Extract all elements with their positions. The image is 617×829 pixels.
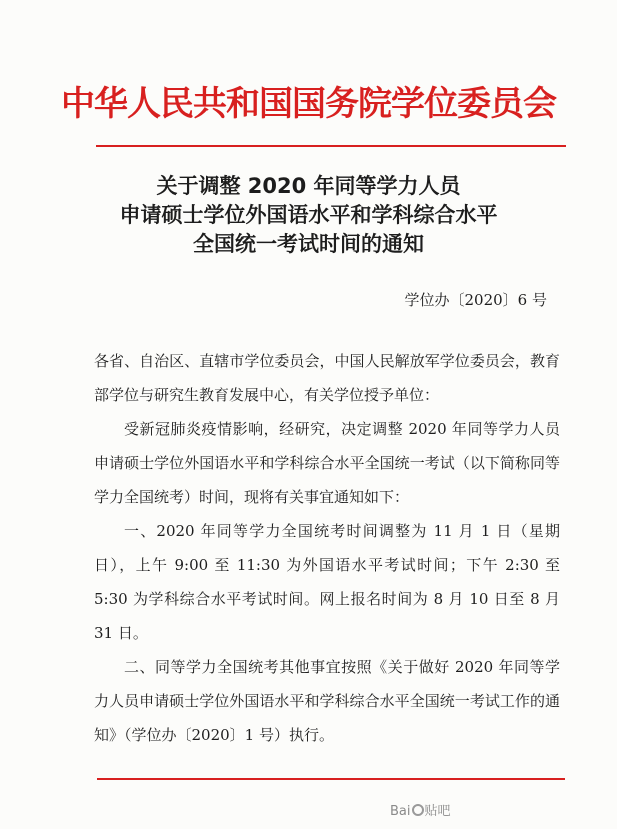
- notice-body: [94, 344, 560, 752]
- baidu-paw-icon: [412, 804, 424, 816]
- document-number: 学位办〔2020〕6 号: [404, 291, 547, 309]
- watermark-brand-right: 贴吧: [424, 804, 451, 819]
- header-red-rule: [96, 145, 566, 147]
- watermark-brand-left: Bai: [390, 804, 411, 819]
- notice-title: [0, 172, 617, 259]
- recipients-line: 各省、自治区、直辖市学位委员会，中国人民解放军学位委员会，教育部学位与研究生教育发展中心，有关学位授予单位：: [94, 352, 560, 404]
- title-line: 关于调整 2020 年同等学力人员: [156, 174, 461, 198]
- title-line: 申请硕士学位外国语水平和学科综合水平: [119, 203, 498, 227]
- footer-red-rule: [97, 778, 565, 780]
- body-paragraph: 一、2020 年同等学力全国统考时间调整为 11 月 1 日（星期日），上午 9:00 至 11:30 为外国语水平考试时间；下午 2:30 至 5:30 为学科综合水平考试时间。网上报名时间为 8 月 10 日至 8 月 31 日。: [94, 522, 560, 642]
- body-paragraph: 受新冠肺炎疫情影响，经研究，决定调整 2020 年同等学力人员申请硕士学位外国语水平和学科综合水平全国统一考试（以下简称同等学力全国统考）时间，现将有关事宜通知如下：: [94, 420, 560, 506]
- body-paragraph: 二、同等学力全国统考其他事宜按照《关于做好 2020 年同等学力人员申请硕士学位外国语水平和学科综合水平全国统一考试工作的通知》（学位办〔2020〕1 号）执行。: [94, 658, 560, 744]
- title-line: 全国统一考试时间的通知: [193, 232, 424, 256]
- baidu-tieba-watermark: [390, 800, 451, 819]
- issuer-header: 中华人民共和国国务院学位委员会: [61, 84, 556, 124]
